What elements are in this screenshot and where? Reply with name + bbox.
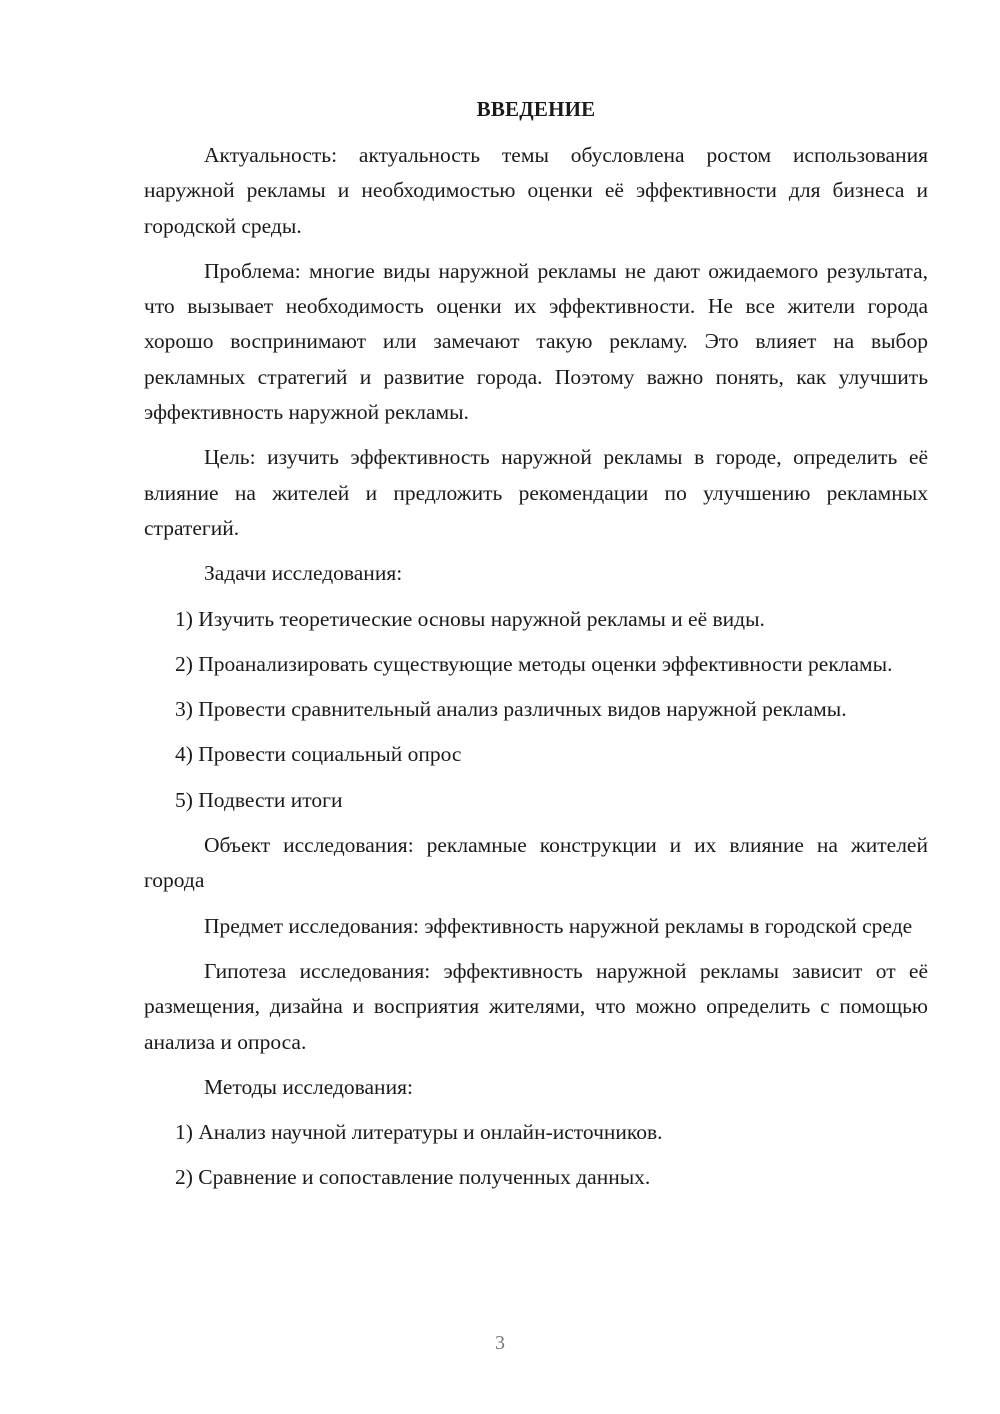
paragraph-goal: Цель: изучить эффективность наружной рекламы в городе, определить её влияние на жителей и предложить рекомендации по улучшению рекламных стратегий. xyxy=(144,445,928,540)
task-item: 1) Изучить теоретические основы наружной рекламы и её виды. xyxy=(175,606,765,631)
task-item: 5) Подвести итоги xyxy=(175,787,343,812)
method-item: 1) Анализ научной литературы и онлайн-источников. xyxy=(175,1120,663,1145)
methods-heading: Методы исследования: xyxy=(204,1074,413,1099)
paragraph-relevance: Актуальность: актуальность темы обусловлена ростом использования наружной рекламы и необходимостью оценки её эффективности для бизнеса и городской среды. xyxy=(144,143,928,238)
paragraph-subject: Предмет исследования: эффективность наружной рекламы в городской среде xyxy=(204,913,913,938)
task-item: 4) Провести социальный опрос xyxy=(175,742,462,767)
paragraph-hypothesis: Гипотеза исследования: эффективность наружной рекламы зависит от её размещения, дизайна и восприятия жителями, что можно определить с помощью анализа и опроса. xyxy=(144,958,928,1054)
page-number: 3 xyxy=(495,1332,505,1354)
method-item: 2) Сравнение и сопоставление полученных данных. xyxy=(175,1165,651,1190)
paragraph-problem: Проблема: многие виды наружной рекламы не дают ожидаемого результата, что вызывает необходимость оценки их эффективности. Не все жители города хорошо воспринимают или замечают такую рекламу. Это влияет на выбор рекламных стратегий и развитие города. Поэтому важно понять, как улучшить эффективность наружной рекламы. xyxy=(144,258,928,425)
paragraph-object: Объект исследования: рекламные конструкции и их влияние на жителей города xyxy=(144,833,928,893)
page-content xyxy=(144,92,928,1206)
task-item: 2) Проанализировать существующие методы оценки эффективности рекламы. xyxy=(175,651,893,676)
task-item: 3) Провести сравнительный анализ различных видов наружной рекламы. xyxy=(175,697,847,722)
tasks-heading: Задачи исследования: xyxy=(204,561,403,586)
section-title: ВВЕДЕНИЕ xyxy=(476,97,596,121)
